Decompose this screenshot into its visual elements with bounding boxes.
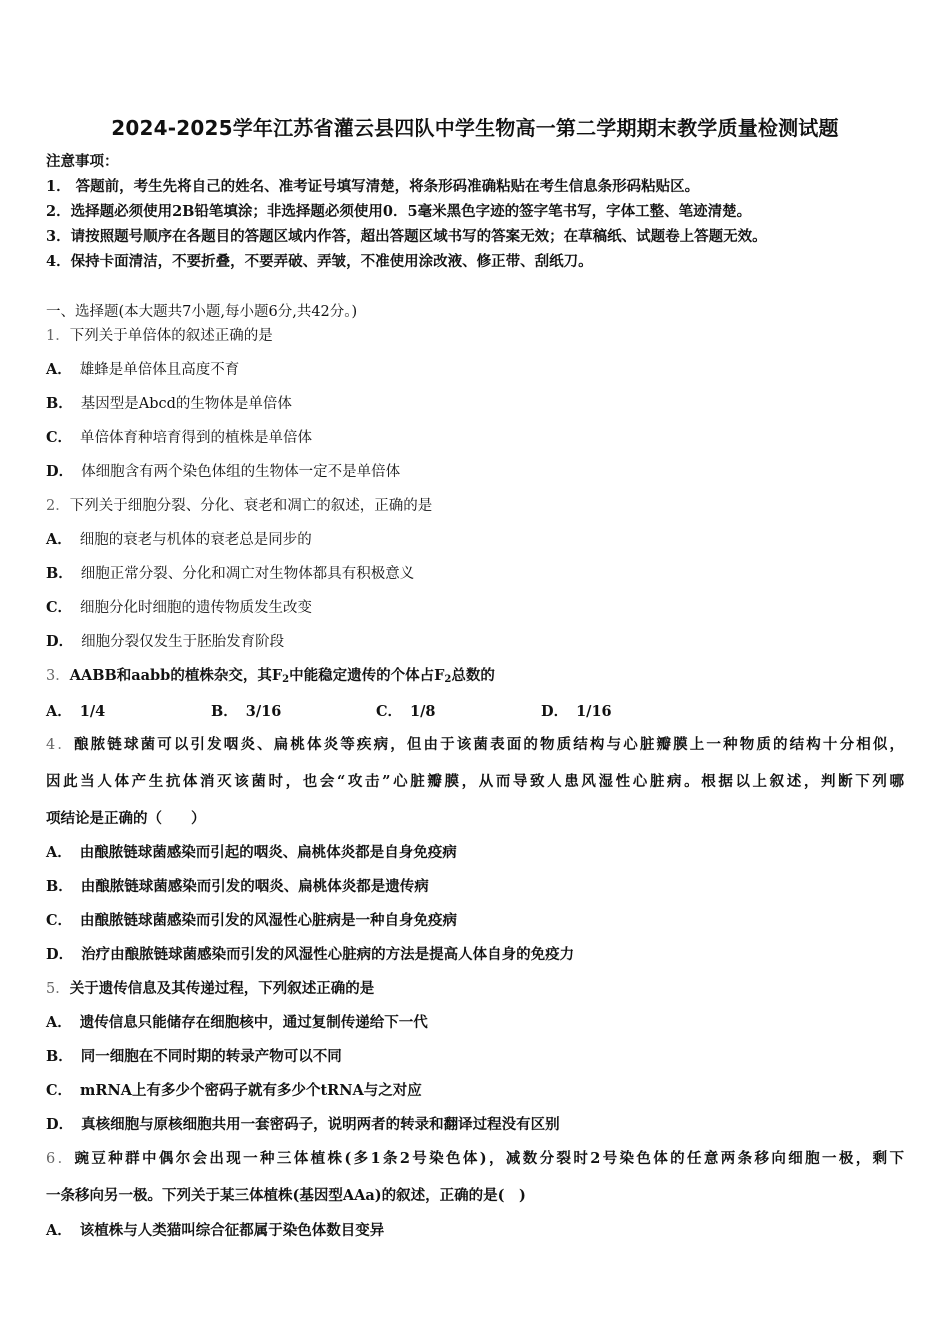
q3-option-c	[376, 700, 436, 721]
question-number: 5．	[46, 981, 70, 997]
option-letter: A．	[46, 1222, 72, 1239]
q3-option-a	[46, 700, 105, 721]
option-letter: C．	[46, 599, 73, 616]
option-letter: A．	[46, 1014, 72, 1031]
q5-option-d	[46, 1115, 560, 1135]
option-text: 雄蜂是单倍体且高度不育	[79, 362, 240, 378]
question-stem-part: 中能稳定遗传的个体占F	[289, 667, 445, 684]
q5-option-c	[46, 1081, 422, 1101]
notice-item-4: 4．保持卡面清洁，不要折叠，不要弄破、弄皱，不准使用涂改液、修正带、刮纸刀。	[46, 253, 593, 270]
question-stem: 下列关于单倍体的叙述正确的是	[69, 328, 273, 344]
q1-option-b	[46, 394, 292, 414]
question-stem: 酿脓链球菌可以引发咽炎、扁桃体炎等疾病，但由于该菌表面的物质结构与心脏瓣膜上一种物质的结构十分相似，	[74, 736, 904, 753]
question-4-line-1	[46, 735, 904, 755]
question-number: 3．	[46, 668, 70, 684]
question-stem: 下列关于细胞分裂、分化、衰老和凋亡的叙述，正确的是	[69, 498, 433, 514]
question-stem: 关于遗传信息及其传递过程，下列叙述正确的是	[69, 980, 375, 997]
q3-option-b	[211, 700, 281, 721]
question-stem-part: 总数的	[451, 667, 495, 684]
q2-option-a	[46, 530, 312, 550]
question-6-line-1	[46, 1149, 904, 1169]
option-letter: D．	[46, 633, 74, 650]
option-letter: D．	[46, 463, 74, 480]
q2-option-c	[46, 598, 312, 618]
question-number: 4．	[46, 737, 75, 753]
option-letter: B．	[46, 565, 73, 582]
option-text: 细胞正常分裂、分化和凋亡对生物体都具有积极意义	[80, 566, 415, 582]
option-text: mRNA上有多少个密码子就有多少个tRNA与之对应	[80, 1082, 422, 1099]
option-text: 真核细胞与原核细胞共用一套密码子，说明两者的转录和翻译过程没有区别	[81, 1116, 560, 1133]
option-text: 细胞分裂仅发生于胚胎发育阶段	[81, 634, 285, 650]
q2-option-d	[46, 632, 284, 652]
option-text: 基因型是Abcd的生物体是单倍体	[80, 396, 292, 412]
subscript: 2	[444, 674, 452, 685]
q4-option-b	[46, 877, 429, 897]
option-letter: D．	[541, 703, 569, 720]
option-text: 遗传信息只能储存在细胞核中，通过复制传递给下一代	[79, 1014, 428, 1031]
option-letter: C．	[46, 912, 73, 929]
option-text: 体细胞含有两个染色体组的生物体一定不是单倍体	[81, 464, 401, 480]
option-text: 1/8	[410, 703, 436, 720]
question-3	[46, 666, 495, 690]
question-number: 2．	[46, 498, 70, 514]
option-letter: D．	[46, 1116, 74, 1133]
question-1	[46, 326, 273, 346]
option-letter: A．	[46, 844, 72, 861]
option-letter: B．	[46, 1048, 73, 1065]
q3-option-d	[541, 700, 612, 721]
option-text: 1/4	[79, 703, 106, 720]
q1-option-a	[46, 360, 239, 380]
q5-option-b	[46, 1047, 342, 1067]
option-letter: A．	[46, 361, 72, 378]
option-text: 单倍体育种培育得到的植株是单倍体	[80, 430, 313, 446]
subscript: 2	[282, 674, 290, 685]
question-number: 6．	[46, 1151, 75, 1167]
option-letter: A．	[46, 531, 72, 548]
question-4-line-2: 因此当人体产生抗体消灭该菌时，也会“攻击”心脏瓣膜，从而导致人患风湿性心脏病。根据以上叙述，判断下列哪	[46, 773, 904, 790]
option-text: 治疗由酿脓链球菌感染而引发的风湿性心脏病的方法是提高人体自身的免疫力	[81, 946, 575, 963]
option-letter: C．	[376, 703, 403, 720]
option-text: 由酿脓链球菌感染而引起的咽炎、扁桃体炎都是自身免疫病	[79, 844, 457, 861]
q3-options-row	[46, 700, 746, 720]
option-text: 同一细胞在不同时期的转录产物可以不同	[80, 1048, 342, 1065]
option-letter: C．	[46, 429, 73, 446]
q4-option-c	[46, 911, 457, 931]
q1-option-c	[46, 428, 312, 448]
question-number: 1．	[46, 328, 70, 344]
option-letter: B．	[211, 703, 238, 720]
page-title: 2024-2025学年江苏省灌云县四队中学生物高一第二学期期末教学质量检测试题	[111, 116, 839, 140]
q1-option-d	[46, 462, 400, 482]
option-letter: B．	[46, 878, 73, 895]
notice-item-1: 1． 答题前，考生先将自己的姓名、准考证号填写清楚，将条形码准确粘贴在考生信息条形码粘贴区。	[46, 178, 700, 195]
q4-option-a	[46, 843, 457, 863]
option-letter: C．	[46, 1082, 73, 1099]
question-stem-part: AABB和aabb的植株杂交，其F	[69, 667, 283, 684]
notice-item-2: 2．选择题必须使用2B铅笔填涂；非选择题必须使用0．5毫米黑色字迹的签字笔书写，字体工整、笔迹清楚。	[46, 203, 752, 220]
notice-item-3: 3．请按照题号顺序在各题目的答题区域内作答，超出答题区域书写的答案无效；在草稿纸、试题卷上答题无效。	[46, 228, 767, 245]
question-6-line-2: 一条移向另一极。下列关于某三体植株(基因型AAa)的叙述，正确的是( )	[46, 1187, 526, 1204]
q6-option-a	[46, 1221, 384, 1241]
q4-option-d	[46, 945, 574, 965]
option-text: 1/16	[576, 703, 612, 720]
option-text: 3/16	[245, 703, 282, 720]
q2-option-b	[46, 564, 414, 584]
option-letter: D．	[46, 946, 74, 963]
option-text: 由酿脓链球菌感染而引发的咽炎、扁桃体炎都是遗传病	[80, 878, 429, 895]
section-heading: 一、选择题(本大题共7小题,每小题6分,共42分。)	[46, 304, 358, 320]
option-text: 该植株与人类猫叫综合征都属于染色体数目变异	[79, 1222, 385, 1239]
option-letter: A．	[46, 703, 72, 720]
question-stem: 豌豆种群中偶尔会出现一种三体植株(多1条2号染色体)，减数分裂时2号染色体的任意两条移向细胞一极，剩下	[74, 1150, 904, 1167]
question-2	[46, 496, 432, 516]
notice-heading: 注意事项：	[46, 153, 119, 170]
option-text: 细胞分化时细胞的遗传物质发生改变	[80, 600, 313, 616]
option-text: 由酿脓链球菌感染而引发的风湿性心脏病是一种自身免疫病	[80, 912, 458, 929]
q5-option-a	[46, 1013, 428, 1033]
question-5	[46, 979, 374, 999]
question-4-line-3: 项结论是正确的（ ）	[46, 810, 206, 827]
option-letter: B．	[46, 395, 73, 412]
option-text: 细胞的衰老与机体的衰老总是同步的	[79, 532, 312, 548]
